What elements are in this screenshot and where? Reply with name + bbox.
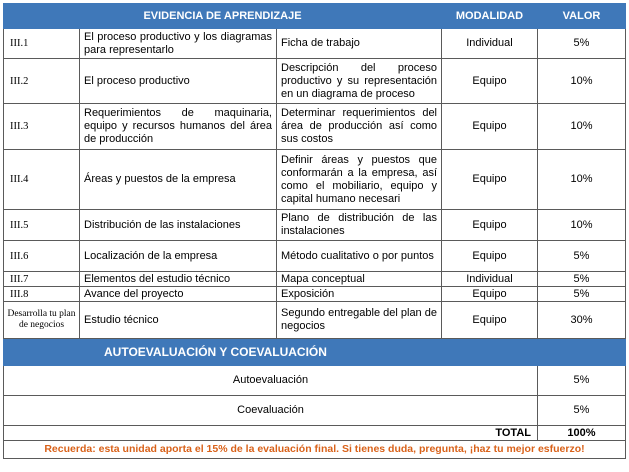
row-value: 10% [538, 59, 626, 104]
row-evidence: Requerimientos de maquinaria, equipo y recursos humanos del área de producción [80, 104, 277, 150]
row-value: 10% [538, 210, 626, 241]
row-code: III.7 [4, 272, 80, 287]
header-evidence: EVIDENCIA DE APRENDIZAJE [4, 4, 442, 29]
table-row [4, 302, 626, 339]
table-row [4, 241, 626, 272]
row-evidence: El proceso productivo y los diagramas para representarlo [80, 29, 277, 59]
co-evaluation-value: 5% [538, 396, 626, 426]
row-value: 5% [538, 29, 626, 59]
table-row [4, 150, 626, 210]
row-value: 10% [538, 150, 626, 210]
row-product: Plano de distribución de las instalaciones [277, 210, 442, 241]
row-code: Desarrolla tu plan de negocios [4, 302, 80, 339]
evaluation-table [3, 3, 626, 459]
row-code: III.5 [4, 210, 80, 241]
row-evidence: Elementos del estudio técnico [80, 272, 277, 287]
row-product: Descripción del proceso productivo y su representación en un diagrama de proceso [277, 59, 442, 104]
row-evidence: Localización de la empresa [80, 241, 277, 272]
note-row [4, 441, 626, 459]
row-modality: Equipo [442, 210, 538, 241]
table-row [4, 29, 626, 59]
row-code: III.8 [4, 287, 80, 302]
header-value: VALOR [538, 4, 626, 29]
row-value: 10% [538, 104, 626, 150]
row-evidence: El proceso productivo [80, 59, 277, 104]
row-code: III.4 [4, 150, 80, 210]
row-modality: Individual [442, 29, 538, 59]
row-modality: Equipo [442, 241, 538, 272]
table-row [4, 59, 626, 104]
total-label: TOTAL [4, 426, 538, 441]
table-row [4, 272, 626, 287]
row-modality: Equipo [442, 287, 538, 302]
table-row [4, 104, 626, 150]
table-row [4, 210, 626, 241]
row-code: III.3 [4, 104, 80, 150]
row-code: III.1 [4, 29, 80, 59]
row-evidence: Distribución de las instalaciones [80, 210, 277, 241]
self-evaluation-label: Autoevaluación [4, 366, 538, 396]
table-header-row [4, 4, 626, 29]
row-modality: Individual [442, 272, 538, 287]
section-title: AUTOEVALUACIÓN Y COEVALUACIÓN [4, 339, 626, 366]
total-row [4, 426, 626, 441]
row-product: Método cualitativo o por puntos [277, 241, 442, 272]
co-evaluation-label: Coevaluación [4, 396, 538, 426]
row-evidence: Estudio técnico [80, 302, 277, 339]
row-value: 5% [538, 272, 626, 287]
row-code: III.2 [4, 59, 80, 104]
row-product: Mapa conceptual [277, 272, 442, 287]
row-modality: Equipo [442, 59, 538, 104]
row-code: III.6 [4, 241, 80, 272]
total-value: 100% [538, 426, 626, 441]
row-value: 5% [538, 287, 626, 302]
section-header-row [4, 339, 626, 366]
table-row [4, 287, 626, 302]
row-modality: Equipo [442, 104, 538, 150]
row-value: 5% [538, 241, 626, 272]
row-modality: Equipo [442, 150, 538, 210]
self-evaluation-row [4, 366, 626, 396]
header-modality: MODALIDAD [442, 4, 538, 29]
note-text: Recuerda: esta unidad aporta el 15% de la evaluación final. Si tienes duda, pregunta, ¡haz tu mejor esfuerzo! [4, 441, 626, 459]
self-evaluation-value: 5% [538, 366, 626, 396]
row-evidence: Avance del proyecto [80, 287, 277, 302]
row-product: Segundo entregable del plan de negocios [277, 302, 442, 339]
row-modality: Equipo [442, 302, 538, 339]
row-product: Determinar requerimientos del área de producción así como sus costos [277, 104, 442, 150]
row-product: Exposición [277, 287, 442, 302]
row-value: 30% [538, 302, 626, 339]
row-product: Ficha de trabajo [277, 29, 442, 59]
co-evaluation-row [4, 396, 626, 426]
row-product: Definir áreas y puestos que conformarán a la empresa, así como el mobiliario, equipo y capital humano necesari [277, 150, 442, 210]
row-evidence: Áreas y puestos de la empresa [80, 150, 277, 210]
